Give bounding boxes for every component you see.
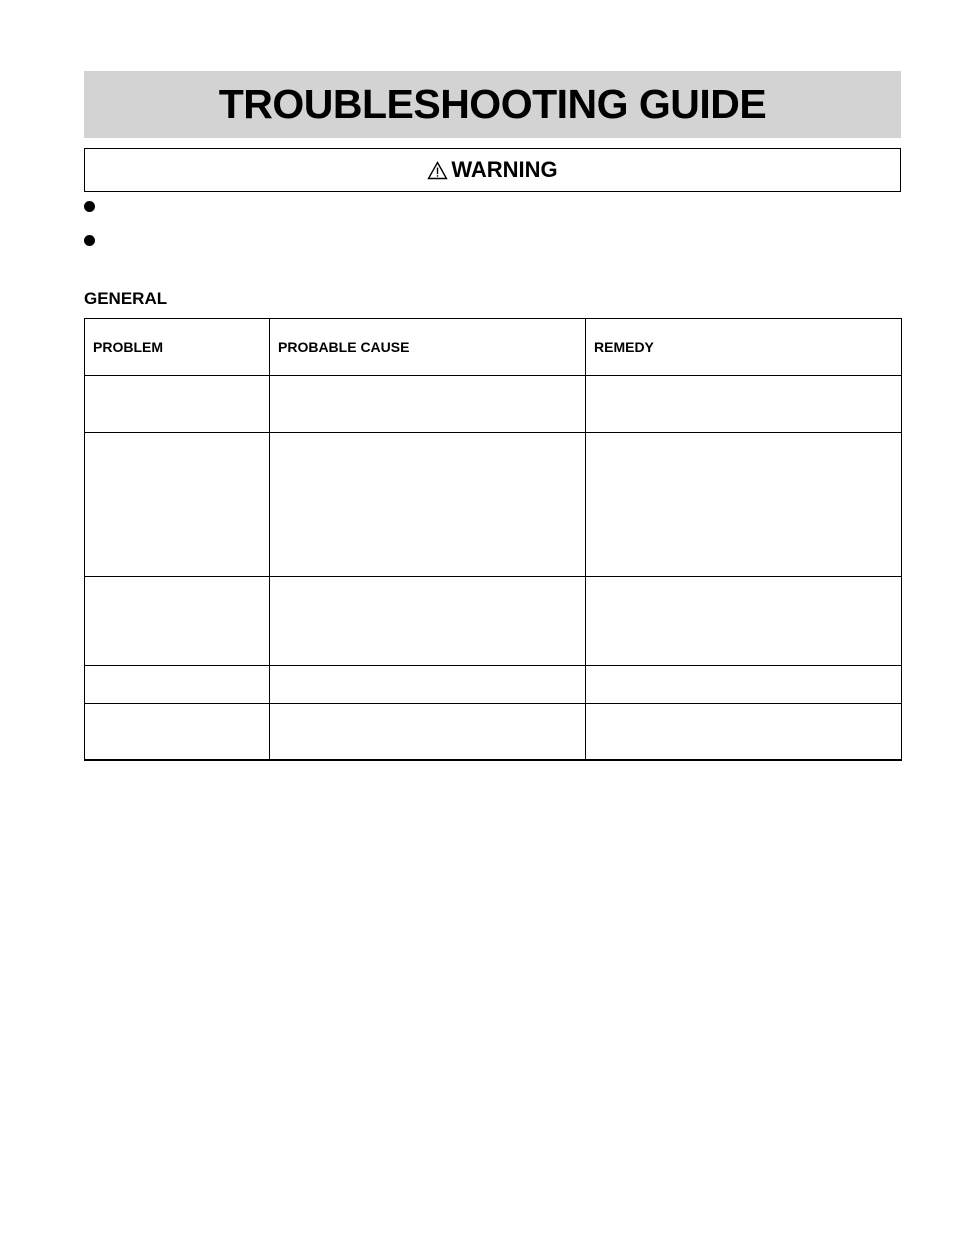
table-row — [85, 704, 902, 760]
table-cell — [85, 433, 270, 577]
table-cell — [270, 577, 586, 666]
table-cell — [85, 666, 270, 704]
table-cell — [586, 666, 902, 704]
table-row — [85, 577, 902, 666]
bullet-point — [84, 201, 95, 212]
table-cell — [270, 704, 586, 760]
column-header-probable-cause: PROBABLE CAUSE — [270, 319, 586, 376]
table-cell — [586, 376, 902, 433]
table-cell — [270, 666, 586, 704]
table-cell — [586, 433, 902, 577]
title-banner — [84, 71, 901, 138]
table-row — [85, 666, 902, 704]
table-row — [85, 376, 902, 433]
warning-label: WARNING — [451, 157, 558, 182]
table-cell — [586, 704, 902, 760]
warning-triangle-icon — [427, 161, 448, 180]
table-cell — [85, 376, 270, 433]
section-heading-general: GENERAL — [84, 289, 168, 308]
column-header-problem: PROBLEM — [85, 319, 270, 376]
table-cell — [270, 433, 586, 577]
table-cell — [270, 376, 586, 433]
warning-header — [427, 159, 557, 181]
page-title: TROUBLESHOOTING GUIDE — [218, 81, 767, 127]
warning-box — [84, 148, 901, 192]
table-cell — [85, 577, 270, 666]
table-row — [85, 433, 902, 577]
table-cell — [85, 704, 270, 760]
column-header-remedy: REMEDY — [586, 319, 902, 376]
table-header-row — [85, 319, 902, 376]
troubleshooting-table — [84, 318, 902, 761]
bullet-point — [84, 235, 95, 246]
table-cell — [586, 577, 902, 666]
